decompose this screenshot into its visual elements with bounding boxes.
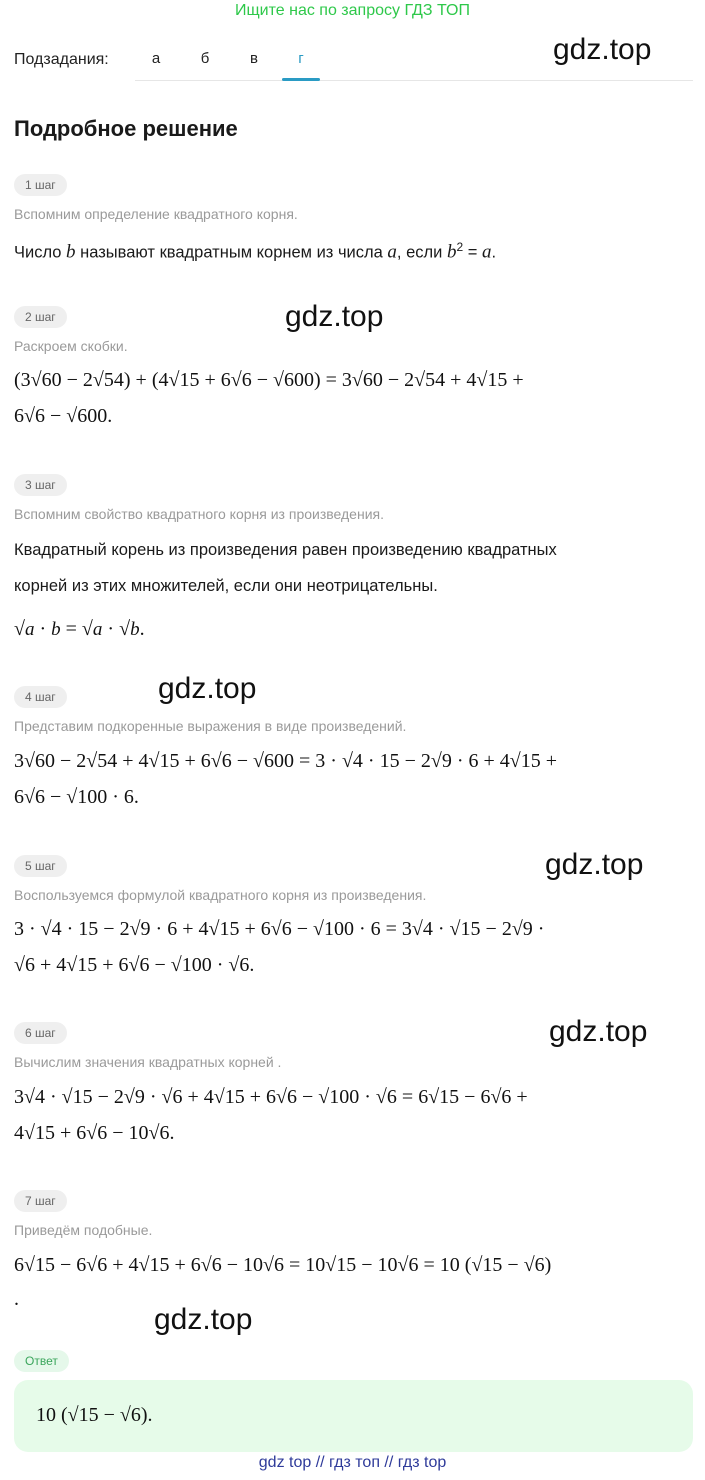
page-title: Подробное решение bbox=[14, 116, 238, 141]
math-line: . bbox=[14, 1288, 19, 1310]
math-line: 3 · √4 · 15 − 2√9 · 6 + 4√15 + 6√6 − √100 · 6 = 3√4 · √15 − 2√9 · bbox=[14, 918, 545, 940]
watermark: gdz.top bbox=[545, 848, 644, 881]
step-hint: Вспомним определение квадратного корня. bbox=[14, 206, 298, 222]
step-hint: Воспользуемся формулой квадратного корня из произведения. bbox=[14, 887, 427, 903]
watermark: gdz.top bbox=[549, 1015, 648, 1048]
step-hint: Вычислим значения квадратных корней . bbox=[14, 1054, 282, 1070]
math-line: 6√6 − √600. bbox=[14, 405, 113, 427]
subtasks-label: Подзадания: bbox=[14, 51, 109, 68]
step-badge: 1 шаг bbox=[14, 174, 67, 196]
step-text: Число b называют квадратным корнем из числа a, если $b^2 = a$. bbox=[14, 240, 497, 263]
step-hint: Представим подкоренные выражения в виде произведений. bbox=[14, 718, 407, 734]
tab-a[interactable]: а bbox=[151, 50, 161, 67]
step-badge: 5 шаг bbox=[14, 855, 67, 877]
answer-math: 10 (√15 − √6). bbox=[36, 1404, 153, 1426]
tab-g[interactable]: г bbox=[298, 50, 304, 67]
watermark: gdz.top bbox=[553, 33, 652, 66]
step-badge: 4 шаг bbox=[14, 686, 67, 708]
math-line: 3√4 · √15 − 2√9 · √6 + 4√15 + 6√6 − √100 · √6 = 6√15 − 6√6 + bbox=[14, 1086, 528, 1108]
answer-badge: Ответ bbox=[14, 1350, 69, 1372]
step-badge: 3 шаг bbox=[14, 474, 67, 496]
search-banner: Ищите нас по запросу ГДЗ ТОП bbox=[235, 2, 470, 19]
step-hint: Приведём подобные. bbox=[14, 1222, 153, 1238]
watermark: gdz.top bbox=[154, 1303, 253, 1336]
step-badge: 2 шаг bbox=[14, 306, 67, 328]
watermark: gdz.top bbox=[158, 672, 257, 705]
active-tab-indicator bbox=[282, 78, 320, 81]
footer-links[interactable]: gdz top // гдз топ // гдз top bbox=[258, 1454, 447, 1471]
watermark: gdz.top bbox=[285, 300, 384, 333]
step-hint: Раскроем скобки. bbox=[14, 338, 128, 354]
step-badge: 7 шаг bbox=[14, 1190, 67, 1212]
math-line: 4√15 + 6√6 − 10√6. bbox=[14, 1122, 175, 1144]
math-line: (3√60 − 2√54) + (4√15 + 6√6 − √600) = 3√60 − 2√54 + 4√15 + bbox=[14, 369, 524, 391]
step-text: Квадратный корень из произведения равен произведению квадратных bbox=[14, 541, 557, 559]
step-hint: Вспомним свойство квадратного корня из произведения. bbox=[14, 506, 384, 522]
tab-v[interactable]: в bbox=[250, 50, 258, 67]
math-line: 6√6 − √100 · 6. bbox=[14, 786, 139, 808]
math-line: √a · b = √a · √b. bbox=[14, 618, 145, 640]
step-text: корней из этих множителей, если они неотрицательны. bbox=[14, 577, 438, 595]
tab-b[interactable]: б bbox=[200, 50, 210, 67]
math-line: 3√60 − 2√54 + 4√15 + 6√6 − √600 = 3 · √4 · 15 − 2√9 · 6 + 4√15 + bbox=[14, 750, 558, 772]
step-badge: 6 шаг bbox=[14, 1022, 67, 1044]
math-line: 6√15 − 6√6 + 4√15 + 6√6 − 10√6 = 10√15 − 10√6 = 10 (√15 − √6) bbox=[14, 1254, 552, 1276]
math-line: √6 + 4√15 + 6√6 − √100 · √6. bbox=[14, 954, 255, 976]
